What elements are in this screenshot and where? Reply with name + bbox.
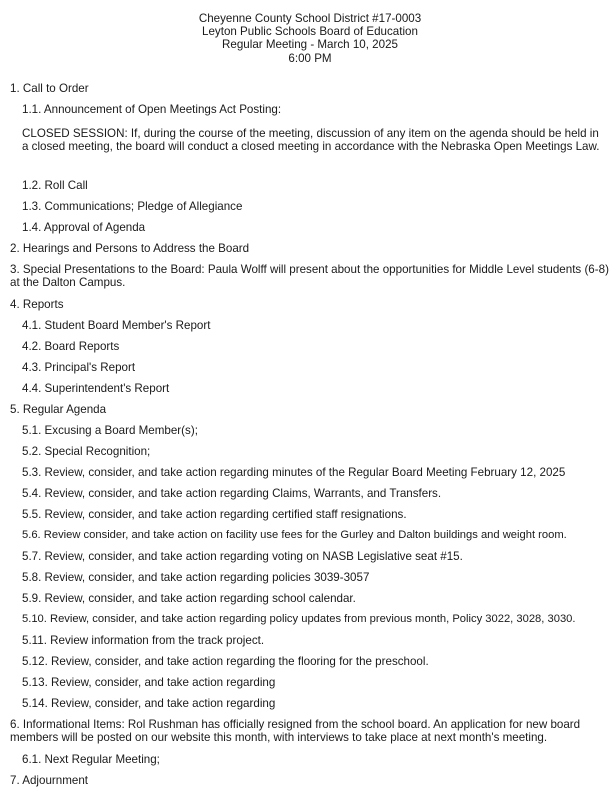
agenda-item-1-2: 1.2. Roll Call xyxy=(22,179,88,192)
agenda-item-5-13: 5.13. Review, consider, and take action regarding xyxy=(22,676,276,689)
agenda-item-5-3: 5.3. Review, consider, and take action regarding minutes of the Regular Board Meeting February 12, 2025 xyxy=(22,466,566,479)
agenda-item-4-3: 4.3. Principal's Report xyxy=(22,361,136,374)
agenda-item-5-5: 5.5. Review, consider, and take action regarding certified staff resignations. xyxy=(22,508,407,521)
meeting-title: Regular Meeting - March 10, 2025 xyxy=(222,38,398,52)
agenda-item-5-14: 5.14. Review, consider, and take action regarding xyxy=(22,697,276,710)
agenda-item-7: 7. Adjournment xyxy=(10,774,88,787)
agenda-item-6-1: 6.1. Next Regular Meeting; xyxy=(22,753,160,766)
agenda-item-5-12: 5.12. Review, consider, and take action regarding the flooring for the preschool. xyxy=(22,655,429,668)
agenda-header xyxy=(0,12,616,65)
agenda-item-5-7: 5.7. Review, consider, and take action regarding voting on NASB Legislative seat #15. xyxy=(22,550,463,563)
agenda-item-3: 3. Special Presentations to the Board: Paula Wolff will present about the opportunities for Middle Level students (6-8) at the Dalton Campus. xyxy=(10,263,609,290)
agenda-item-4: 4. Reports xyxy=(10,298,64,311)
agenda-item-5-10: 5.10. Review, consider, and take action regarding policy updates from previous month, Policy 3022, 3028, 3030. xyxy=(22,613,576,625)
agenda-item-2: 2. Hearings and Persons to Address the Board xyxy=(10,242,250,255)
agenda-item-5-11: 5.11. Review information from the track project. xyxy=(22,634,265,647)
agenda-item-1-4: 1.4. Approval of Agenda xyxy=(22,221,146,234)
agenda-item-6: 6. Informational Items: Rol Rushman has officially resigned from the school board. An application for new board members will be posted on our website this month, with interviews to take place at next month's meeting. xyxy=(10,718,581,745)
district-name: Cheyenne County School District #17-0003 xyxy=(198,12,422,25)
agenda-item-5-8: 5.8. Review, consider, and take action regarding policies 3039-3057 xyxy=(22,571,370,584)
agenda-item-5-1: 5.1. Excusing a Board Member(s); xyxy=(22,424,198,437)
agenda-item-4-1: 4.1. Student Board Member's Report xyxy=(22,319,211,332)
agenda-item-5-2: 5.2. Special Recognition; xyxy=(22,445,151,458)
agenda-item-5-6: 5.6. Review consider, and take action on facility use fees for the Gurley and Dalton buildings and weight room. xyxy=(22,529,567,541)
closed-session-note: CLOSED SESSION: If, during the course of the meeting, discussion of any item on the agenda should be held in a closed meeting, the board will conduct a closed meeting in accordance with the Nebraska Open Meetings Law. xyxy=(22,127,600,154)
meeting-time: 6:00 PM xyxy=(288,51,332,65)
agenda-item-5-4: 5.4. Review, consider, and take action regarding Claims, Warrants, and Transfers. xyxy=(22,487,442,500)
agenda-item-1-1: 1.1. Announcement of Open Meetings Act Posting: xyxy=(22,103,282,116)
agenda-item-5-9: 5.9. Review, consider, and take action regarding school calendar. xyxy=(22,592,356,605)
agenda-item-5: 5. Regular Agenda xyxy=(10,403,107,416)
agenda-item-4-2: 4.2. Board Reports xyxy=(22,340,120,353)
agenda-item-1-3: 1.3. Communications; Pledge of Allegiance xyxy=(22,200,243,213)
agenda-item-4-4: 4.4. Superintendent's Report xyxy=(22,382,170,395)
agenda-item-1: 1. Call to Order xyxy=(10,82,89,95)
board-name: Leyton Public Schools Board of Education xyxy=(202,25,418,39)
